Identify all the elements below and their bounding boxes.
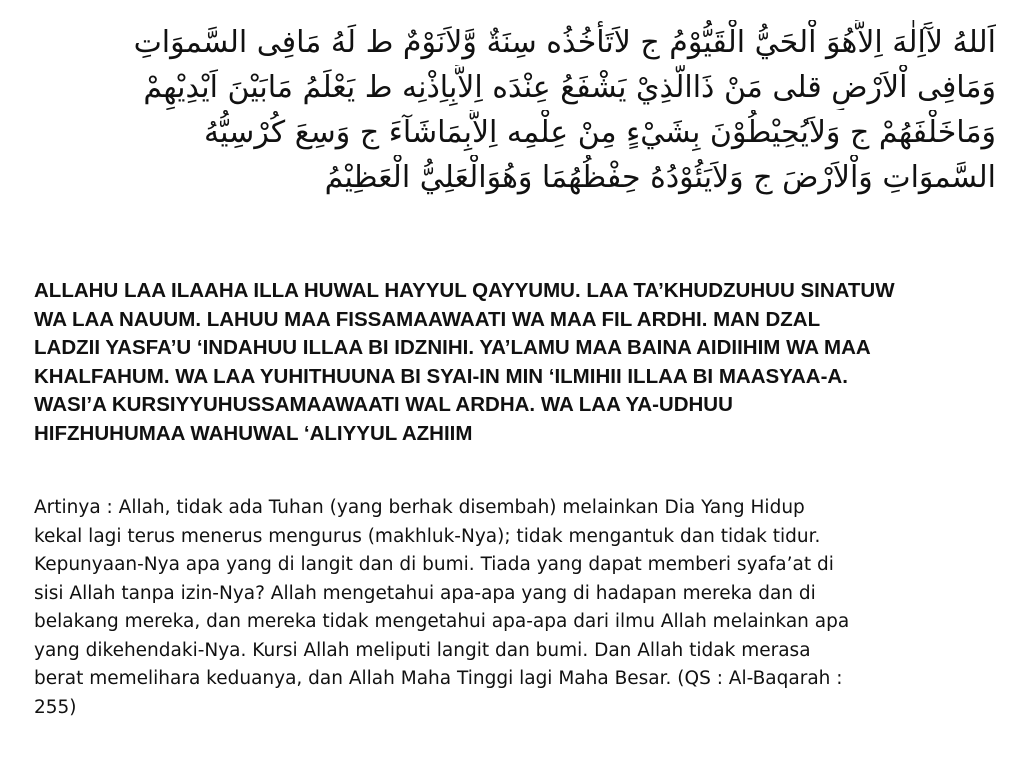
translation-line: Artinya : Allah, tidak ada Tuhan (yang berhak disembah) melainkan Dia Yang Hidup [34, 497, 805, 518]
transliteration-line: WASI’A KURSIYYUHUSSAMAAWAATI WAL ARDHA. WA LAA YA-UDHUU [34, 393, 733, 416]
transliteration-line: WA LAA NAUUM. LAHUU MAA FISSAMAAWAATI WA MAA FIL ARDHI. MAN DZAL [34, 307, 821, 331]
transliteration-line: HIFZHUHUMAA WAHUWAL ‘ALIYYUL AZHIIM [34, 421, 473, 445]
transliteration-line: ALLAHU LAA ILAAHA ILLA HUWAL HAYYUL QAYYUMU. LAA TA’KHUDZUHUU SINATUW [34, 279, 895, 302]
arabic-line: وَمَاخَلْفَهُمْ ج وَلاَيُحِيْطُوْنَ بِشَيْءٍ مِنْ عِلْمِه اِلاَّبِمَاشَآءَ ج وَسِعَ كُرْسِيُّهُ [204, 115, 996, 150]
translation-line: kekal lagi terus menerus mengurus (makhluk-Nya); tidak mengantuk dan tidak tidur. [34, 525, 821, 547]
translation-line: 255) [34, 696, 77, 718]
translation-line: belakang mereka, dan mereka tidak mengetahui apa-apa dari ilmu Allah melainkan apa [34, 611, 850, 632]
latin-transliteration [34, 277, 994, 448]
translation-line: yang dikehendaki-Nya. Kursi Allah meliputi langit dan bumi. Dan Allah tidak merasa [34, 639, 811, 661]
translation-paragraph [34, 494, 994, 722]
arabic-line: السَّموَاتِ وَاْلاَرْضَ ج وَلاَيَئُوْدُهُ حِفْظُهُمَا وَهُوَالْعَلِيُّ الْعَظِيْمُ [324, 160, 996, 195]
transliteration-line: LADZII YASFA’U ‘INDAHUU ILLAA BI IDZNIHI. YA’LAMU MAA BAINA AIDIIHIM WA MAA [34, 336, 871, 359]
arabic-verse-text [30, 20, 996, 200]
translation-line: berat memelihara keduanya, dan Allah Maha Tinggi lagi Maha Besar. (QS : Al-Baqarah : [34, 668, 843, 689]
translation-line: Kepunyaan-Nya apa yang di langit dan di bumi. Tiada yang dapat memberi syafa’at di [34, 554, 834, 575]
transliteration-line: KHALFAHUM. WA LAA YUHITHUUNA BI SYAI-IN MIN ‘ILMIHII ILLAA BI MAASYAA-A. [34, 364, 848, 388]
arabic-line: وَمَافِى اْلاَرْضِ قلى مَنْ ذَاالَّذِيْ يَشْفَعُ عِنْدَه اِلاَّبِاِذْنِه ط يَعْلَمُ مَابَيْنَ اَيْدِيْهِمْ [143, 70, 996, 105]
arabic-line: اَللهُ لآَاِلٰهَ اِلاَّهُوَ اْلحَيُّ الْقَيُّوْمُ ج لاَتَأْخُذُه سِنَةٌ وَّلاَنَوْمٌ ط لَهُ مَافِى السَّموَاتِ [133, 25, 996, 60]
translation-line: sisi Allah tanpa izin-Nya? Allah mengetahui apa-apa yang di hadapan mereka dan di [34, 582, 816, 604]
